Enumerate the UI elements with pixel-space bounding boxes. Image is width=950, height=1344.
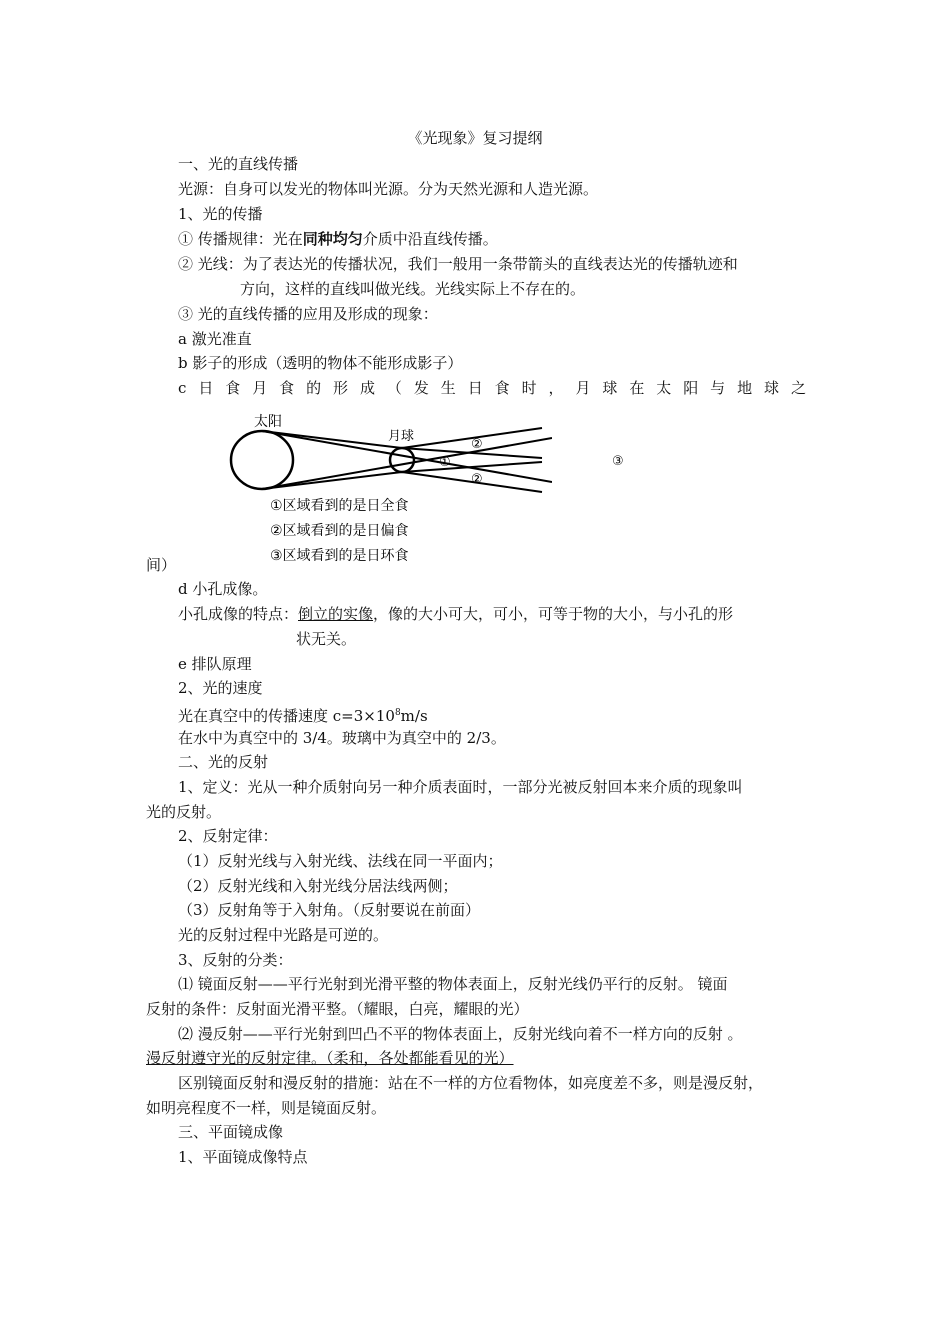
rule-text-a: ① 传播规律：光在	[178, 230, 303, 248]
item-c-char: 日	[467, 379, 483, 397]
section-heading-3: 三、平面镜成像	[178, 1123, 284, 1141]
diffuse-line1: ⑵ 漫反射——平行光射到凹凸不平的物体表面上，反射光线向着不一样方向的反射 。	[178, 1025, 743, 1043]
item-c-end: 间）	[146, 556, 177, 574]
item-c-char: 发	[413, 379, 429, 397]
subheading-propagation: 1、光的传播	[178, 205, 263, 223]
subheading-speed: 2、光的速度	[178, 679, 263, 697]
section-heading-2: 二、光的反射	[178, 753, 269, 771]
specular-line2: 反射的条件：反射面光滑平整。（耀眼，白亮，耀眼的光）	[146, 1000, 529, 1018]
eclipse-diagram	[222, 402, 552, 567]
item-c-char: 太	[656, 379, 672, 397]
item-c-char: 球	[764, 379, 780, 397]
reflection-law-1: （1）反射光线与入射光线、法线在同一平面内；	[178, 852, 503, 870]
item-a: a 激光准直	[178, 330, 252, 348]
legend-total-eclipse: ①区域看到的是日全食	[270, 498, 409, 514]
item-c-char: 月	[252, 379, 268, 397]
distinguish-line1: 区别镜面反射和漫反射的措施：站在不一样的方位看物体，如亮度差不多，则是漫反射，	[178, 1074, 764, 1092]
reflection-law-3: （3）反射角等于入射角。（反射要说在前面）	[178, 901, 481, 919]
item-c-char: ，	[548, 379, 564, 397]
reflection-law-2: （2）反射光线和入射光线分居法线两侧；	[178, 877, 458, 895]
speed-exponent: 8	[394, 708, 401, 718]
distinguish-line2: 如明亮程度不一样，则是镜面反射。	[146, 1099, 387, 1117]
item-c-char: 与	[710, 379, 726, 397]
item-c-char: 阳	[683, 379, 699, 397]
item-c-char: 食	[279, 379, 295, 397]
plane-mirror-features: 1、平面镜成像特点	[178, 1148, 308, 1166]
item-c-char: 在	[629, 379, 645, 397]
item-c-char: 球	[602, 379, 618, 397]
region-2-bottom-marker: ②	[471, 472, 483, 487]
item-d: d 小孔成像。	[178, 580, 268, 598]
reflection-definition-line1: 1、定义：光从一种介质射向另一种介质表面时，一部分光被反射回本来介质的现象叫	[178, 778, 743, 796]
item-c-char: （	[386, 379, 402, 397]
item-c-char: 的	[306, 379, 322, 397]
applications-heading: ③ 光的直线传播的应用及形成的现象：	[178, 305, 438, 323]
item-c-char: 食	[494, 379, 510, 397]
moon-label: 月球	[388, 429, 415, 444]
light-speed	[178, 703, 428, 726]
page-title: 《光现象》复习提纲	[407, 129, 543, 147]
speed-text-a: 光在真空中的传播速度 c=3×10	[178, 707, 395, 725]
diffuse-line2: 漫反射遵守光的反射定律。（柔和，各处都能看见的光）	[146, 1049, 514, 1067]
item-c-char: 日	[198, 379, 214, 397]
ray-definition-line2: 方向，这样的直线叫做光线。光线实际上不存在的。	[240, 280, 586, 298]
item-c-char: 时	[521, 379, 537, 397]
item-b: b 影子的形成（透明的物体不能形成影子）	[178, 354, 463, 372]
reflection-law-heading: 2、反射定律：	[178, 827, 278, 845]
speed-text-b: m/s	[400, 707, 428, 725]
ray-line	[402, 462, 542, 472]
moon-circle	[390, 448, 414, 472]
sun-circle	[231, 431, 293, 489]
item-e: e 排队原理	[178, 655, 252, 673]
item-c-char: 之	[790, 379, 806, 397]
speed-in-media: 在水中为真空中的 3/4。玻璃中为真空中的 2/3。	[178, 729, 506, 747]
ray-definition-line1: ② 光线：为了表达光的传播状况，我们一般用一条带箭头的直线表达光的传播轨迹和	[178, 255, 738, 273]
light-source-definition: 光源：自身可以发光的物体叫光源。分为天然光源和人造光源。	[178, 180, 599, 198]
pinhole-text-a: 小孔成像的特点：	[178, 605, 299, 623]
rule-text-b: 介质中沿直线传播。	[362, 230, 498, 248]
pinhole-underlined: 倒立的实像	[298, 605, 374, 623]
item-c-char: 形	[333, 379, 349, 397]
region-1-marker: ①	[439, 455, 451, 470]
reflection-classification: 3、反射的分类：	[178, 951, 293, 969]
rule-bold-text: 同种均匀	[302, 230, 363, 248]
item-c-justified	[178, 378, 806, 398]
reflection-definition-line2: 光的反射。	[146, 803, 222, 821]
pinhole-feature-line1	[178, 604, 733, 624]
legend-partial-eclipse: ②区域看到的是日偏食	[270, 523, 409, 539]
pinhole-feature-line2: 状无关。	[296, 630, 357, 648]
specular-line1: ⑴ 镜面反射——平行光射到光滑平整的物体表面上，反射光线仍平行的反射。 镜面	[178, 975, 728, 993]
item-c-char: 生	[440, 379, 456, 397]
sun-label: 太阳	[254, 414, 282, 430]
reversible-path: 光的反射过程中光路是可逆的。	[178, 926, 389, 944]
item-c-char: 成	[359, 379, 375, 397]
item-c-char: 月	[575, 379, 591, 397]
item-c-char: c	[178, 379, 187, 397]
item-c-char: 食	[225, 379, 241, 397]
pinhole-text-b: ，像的大小可大，可小，可等于物的大小，与小孔的形	[373, 605, 734, 623]
region-2-top-marker: ②	[471, 437, 483, 452]
item-c-char: 地	[737, 379, 753, 397]
section-heading-1: 一、光的直线传播	[178, 155, 299, 173]
propagation-rule	[178, 229, 498, 249]
region-3-marker: ③	[612, 454, 624, 469]
legend-annular-eclipse: ③区域看到的是日环食	[270, 548, 409, 564]
